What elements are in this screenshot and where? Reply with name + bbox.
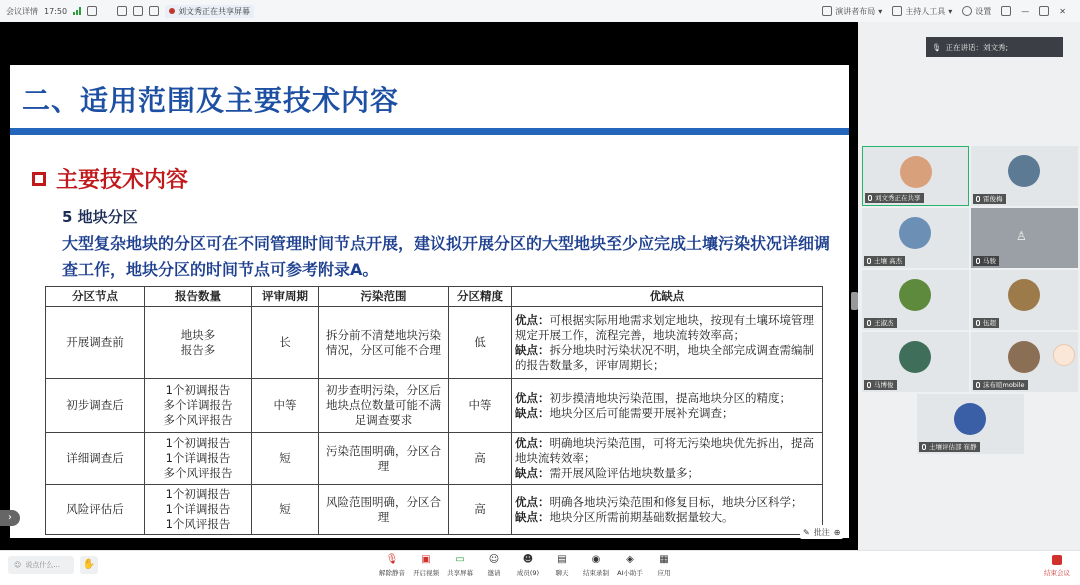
lock-icon[interactable] — [133, 6, 143, 16]
avatar — [899, 217, 931, 249]
chevron-right-icon: › — [8, 512, 12, 523]
layout-icon — [822, 6, 832, 16]
signal-icon[interactable] — [73, 7, 81, 15]
cell-precision: 高 — [449, 485, 512, 535]
cell-node: 开展调查前 — [46, 307, 145, 379]
table-header-row — [46, 287, 823, 307]
avatar — [899, 279, 931, 311]
share-status-badge: 刘文秀正在共享屏幕 — [165, 5, 254, 18]
participant-tile[interactable]: 沫布暄mobile — [971, 332, 1078, 392]
cell-reports: 1个初调报告 1个详调报告 多个风评报告 — [145, 433, 252, 485]
mic-icon — [867, 258, 871, 264]
cell-cycle: 长 — [252, 307, 319, 379]
participant-tile[interactable]: 王淑杰 — [862, 270, 969, 330]
cell-pros-cons: 优点：初步摸清地块污染范围，提高地块分区的精度； 缺点：地块分区后可能需要开展补充调查； — [512, 379, 823, 433]
square-bullet-icon — [32, 172, 46, 186]
apps-button[interactable]: ▦ 应用 — [657, 554, 671, 577]
cell-reports: 地块多 报告多 — [145, 307, 252, 379]
table-row — [46, 379, 823, 433]
presenter-layout-button[interactable]: 演讲者布局 ▾ — [822, 6, 882, 17]
participant-tile[interactable]: 刘文秀正在共享 — [862, 146, 969, 206]
table-row — [46, 485, 823, 535]
participant-tile[interactable]: 土壤评估部 崔静 — [917, 394, 1024, 454]
fullscreen-icon[interactable] — [1001, 6, 1011, 16]
exit-icon — [1052, 555, 1062, 565]
maximize-icon[interactable] — [1039, 6, 1049, 16]
invite-icon: ☺ — [488, 554, 500, 565]
emoji-avatar-icon — [1053, 344, 1075, 366]
table-header: 优缺点 — [512, 287, 823, 307]
mic-icon — [922, 444, 926, 450]
avatar — [954, 403, 986, 435]
participant-tile[interactable]: 土壤 高杰 — [862, 208, 969, 268]
table-header: 分区节点 — [46, 287, 145, 307]
participant-tile[interactable]: 马博俊 — [862, 332, 969, 392]
cell-node: 详细调查后 — [46, 433, 145, 485]
person-icon: ♙ — [1016, 229, 1027, 243]
table-header: 污染范围 — [319, 287, 449, 307]
panel-resize-handle[interactable] — [851, 292, 858, 310]
chat-icon: ▤ — [557, 554, 567, 565]
lead-paragraph: 大型复杂地块的分区可在不同管理时间节点开展，建议拟开展分区的大型地块至少应完成土壤污染状况详细调查工作，地块分区的时间节点可参考附录A。 — [62, 234, 831, 279]
cell-pros-cons: 优点：明确各地块污染范围和修复目标，地块分区科学； 缺点：地块分区所需前期基础数据量较大。 — [512, 485, 823, 535]
chat-button[interactable]: ▤ 聊天 — [555, 554, 569, 577]
end-meeting-button[interactable]: 结束会议 — [1040, 555, 1074, 577]
invite-button[interactable]: ☺ 邀请 — [487, 554, 501, 577]
host-tools-button[interactable]: 主持人工具 ▾ — [892, 6, 952, 17]
share-screen-button[interactable]: ▭ 共享屏幕 — [447, 554, 473, 577]
participant-tile[interactable]: 雷俊梅 — [971, 146, 1078, 206]
emoji-icon: ☺ — [14, 561, 22, 569]
group-icon[interactable] — [149, 6, 159, 16]
start-video-button[interactable]: ▣ 开启视频 — [413, 554, 439, 577]
cell-pros-cons: 优点：明确地块污染范围，可将无污染地块优先拆出，提高地块流转效率； 缺点：需开展风险评估地块数量多； — [512, 433, 823, 485]
mute-all-icon[interactable] — [117, 6, 127, 16]
table-header: 报告数量 — [145, 287, 252, 307]
share-avatar-icon — [169, 8, 175, 14]
unmute-button[interactable]: 🎙 解除静音 — [379, 554, 405, 577]
mic-icon — [976, 258, 980, 264]
mic-icon — [976, 382, 980, 388]
cell-scope: 初步查明污染，分区后地块点位数量可能不满足调查要求 — [319, 379, 449, 433]
cell-scope: 污染范围明确，分区合理 — [319, 433, 449, 485]
mic-off-icon: 🎙 — [385, 554, 399, 565]
cell-pros-cons: 优点：可根据实际用地需求划定地块，按现有土壤环境管理规定开展工作，流程完善，地块流转效率高； 缺点：拆分地块时污染状况不明，地块全部完成调查需编制的报告数量多，评审周期长； — [512, 307, 823, 379]
expand-sidebar-button[interactable] — [0, 510, 20, 526]
raise-hand-button[interactable] — [80, 556, 98, 574]
share-screen-icon: ▭ — [455, 554, 465, 565]
cell-node: 风险评估后 — [46, 485, 145, 535]
shield-icon — [892, 6, 902, 16]
mic-icon — [867, 320, 871, 326]
mic-icon — [976, 320, 980, 326]
bottom-toolbar — [0, 550, 1080, 585]
participants-panel — [858, 22, 1080, 550]
ai-assistant-button[interactable]: ◈ AI小助手 — [617, 554, 643, 577]
mic-icon: 🎙 — [932, 42, 942, 52]
mic-icon — [867, 382, 871, 388]
cell-node: 初步调查后 — [46, 379, 145, 433]
external-link-icon[interactable] — [87, 6, 97, 16]
cell-cycle: 中等 — [252, 379, 319, 433]
table-row — [46, 433, 823, 485]
avatar — [1008, 155, 1040, 187]
meeting-info-button[interactable]: 会议详情 — [6, 6, 38, 16]
zoom-icon[interactable]: ⊕ — [833, 527, 841, 537]
table-header: 评审周期 — [252, 287, 319, 307]
cell-cycle: 短 — [252, 433, 319, 485]
avatar — [899, 341, 931, 373]
slide-title: 二、适用范围及主要技术内容 — [22, 84, 400, 117]
ai-assistant-icon: ◈ — [626, 554, 634, 565]
members-icon: ☻ — [522, 554, 534, 565]
minimize-button[interactable]: — — [1021, 6, 1030, 16]
settings-button[interactable]: 设置 — [962, 6, 991, 17]
zoning-table — [45, 286, 823, 535]
participant-tile[interactable]: ♙ 马骏 — [971, 208, 1078, 268]
section-heading: 主要技术内容 — [32, 163, 188, 194]
stop-recording-button[interactable]: ◉ 结束录制 — [583, 554, 609, 577]
table-row — [46, 307, 823, 379]
title-rule — [10, 128, 849, 135]
participant-tile[interactable]: 伍超 — [971, 270, 1078, 330]
cell-precision: 中等 — [449, 379, 512, 433]
close-button[interactable]: ✕ — [1059, 6, 1066, 16]
avatar — [1008, 279, 1040, 311]
chat-input[interactable]: ☺ 说点什么... — [8, 556, 74, 574]
record-icon: ◉ — [591, 554, 601, 565]
cell-scope: 风险范围明确，分区合理 — [319, 485, 449, 535]
gear-icon — [962, 6, 972, 16]
speaking-indicator: 🎙 正在讲话：刘文秀; — [926, 37, 1063, 57]
mic-icon — [976, 196, 980, 202]
top-bar — [0, 0, 1080, 22]
cell-scope: 拆分前不清楚地块污染情况，分区可能不合理 — [319, 307, 449, 379]
subsection-heading: 5 地块分区 — [62, 208, 138, 226]
hand-icon: ✋ — [82, 559, 96, 570]
meeting-tools — [375, 554, 681, 577]
camera-off-icon: ▣ — [421, 554, 431, 565]
avatar — [1008, 341, 1040, 373]
cell-reports: 1个初调报告 多个详调报告 多个风评报告 — [145, 379, 252, 433]
slide — [10, 65, 849, 538]
avatar — [900, 156, 932, 188]
cell-reports: 1个初调报告 1个详调报告 1个风评报告 — [145, 485, 252, 535]
apps-icon: ▦ — [659, 554, 669, 565]
cell-cycle: 短 — [252, 485, 319, 535]
cell-precision: 高 — [449, 433, 512, 485]
members-button[interactable]: ☻ 成员(9) — [516, 554, 540, 577]
pen-icon: ✎ — [803, 527, 810, 537]
annotate-button[interactable]: ✎ 批注 ⊕ — [800, 525, 843, 539]
cell-precision: 低 — [449, 307, 512, 379]
table-header: 分区精度 — [449, 287, 512, 307]
meeting-time: 17:50 — [44, 6, 68, 16]
mic-icon — [868, 195, 872, 201]
